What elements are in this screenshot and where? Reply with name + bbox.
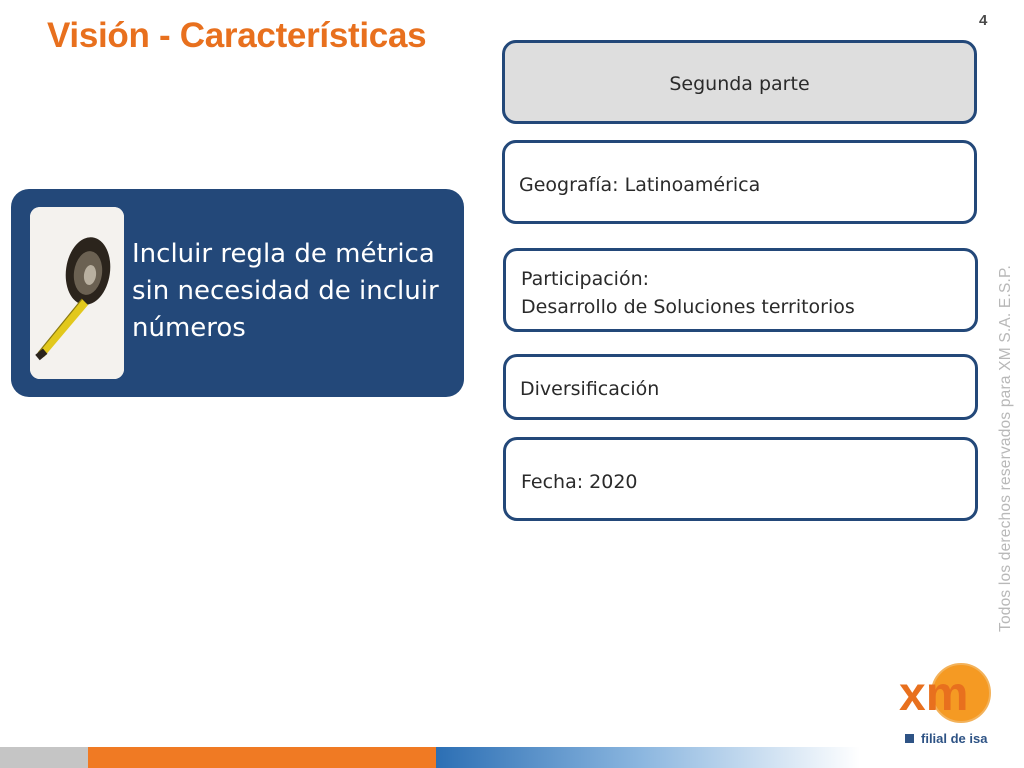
feature-line-1: Incluir regla de métrica [132, 239, 435, 269]
logo-caption-text: filial de isa [921, 731, 988, 746]
participacion-box [503, 248, 978, 332]
logo-text: xm [899, 668, 969, 721]
feature-line-3: números [132, 313, 246, 343]
page-number: 4 [979, 12, 988, 29]
diversificacion-box [503, 354, 978, 420]
fecha-label: Fecha: 2020 [521, 471, 638, 493]
feature-description [132, 236, 462, 347]
geografia-box [502, 140, 977, 224]
participacion-label-2: Desarrollo de Soluciones territorios [521, 296, 855, 318]
logo-caption [905, 731, 987, 746]
logo-square-icon [905, 734, 914, 743]
measuring-tape-icon [30, 207, 124, 379]
slide-title: Visión - Características [47, 16, 427, 55]
header-box [502, 40, 977, 124]
fecha-box [503, 437, 978, 521]
participacion-label-1: Participación: [521, 268, 650, 290]
geografia-label: Geografía: Latinoamérica [519, 174, 761, 196]
bottom-color-bar [0, 747, 1024, 768]
feature-card [11, 189, 464, 397]
copyright-note: Todos los derechos reservados para XM S.A. E.S.P. [997, 264, 1014, 632]
feature-line-2: sin necesidad de incluir [132, 276, 439, 306]
diversificacion-label: Diversificación [520, 378, 660, 400]
header-box-label: Segunda parte [669, 73, 810, 95]
